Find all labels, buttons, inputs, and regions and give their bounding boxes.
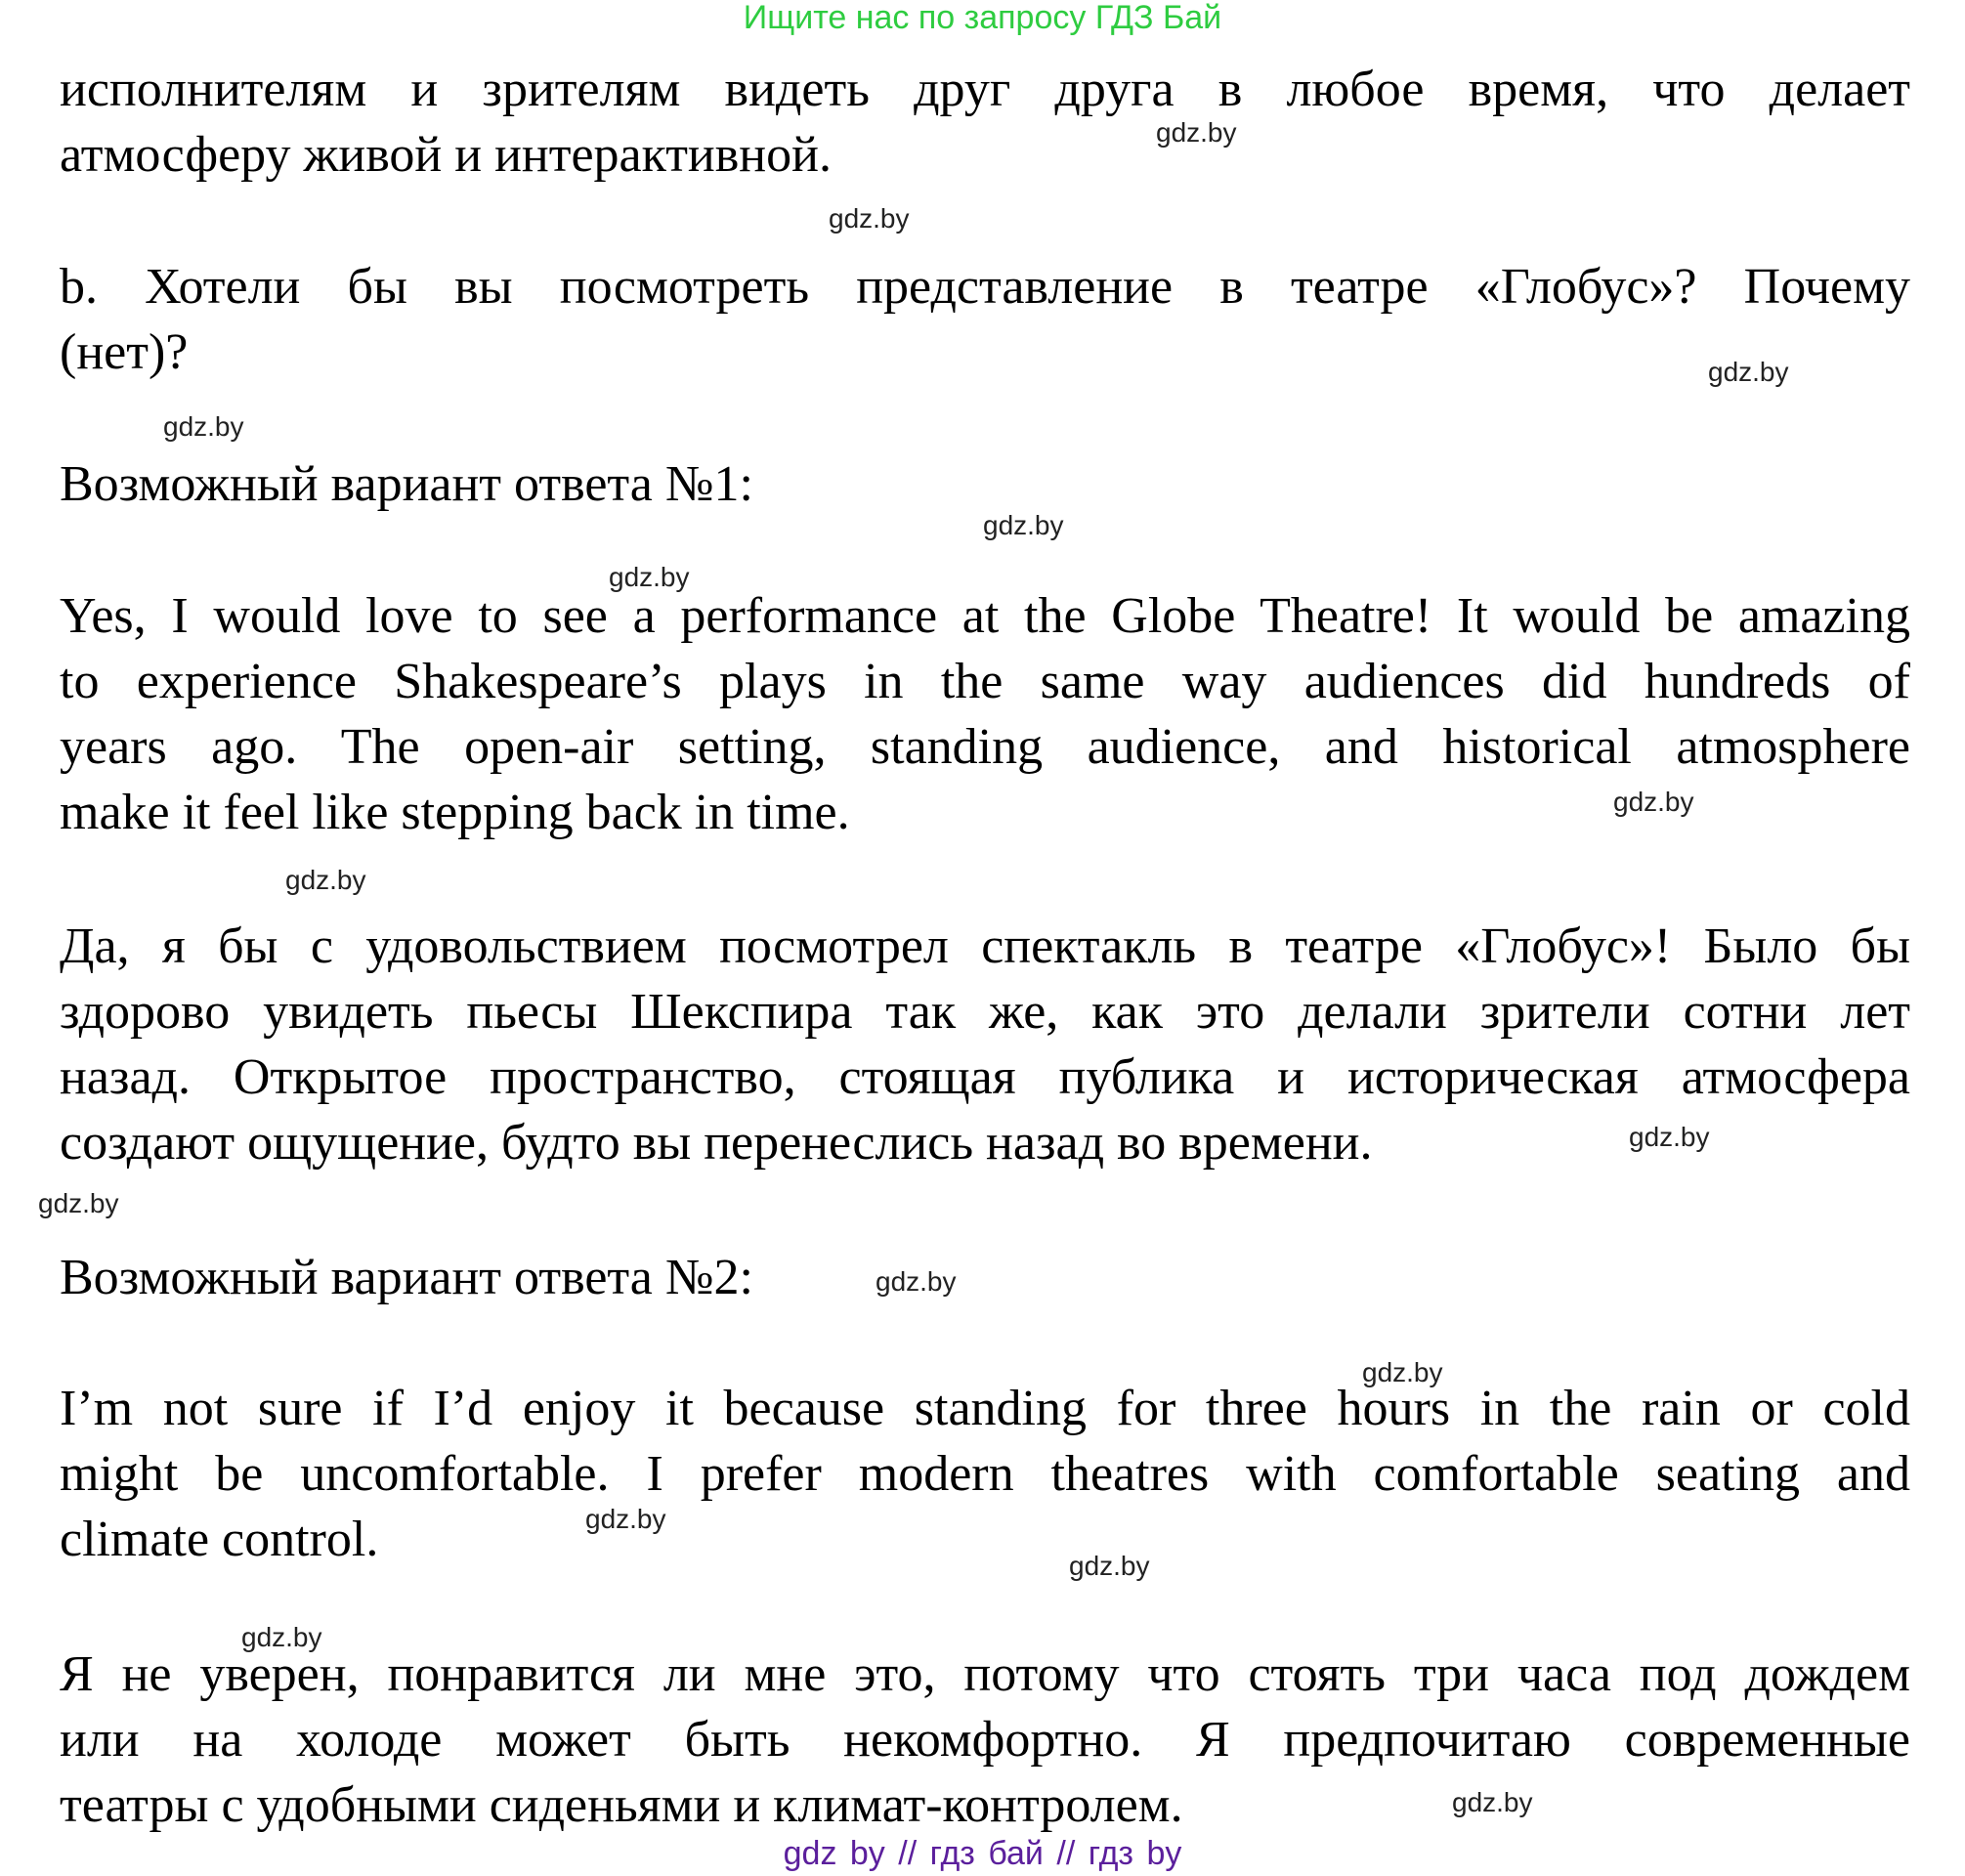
answer-variant-1-heading [60,451,1910,517]
watermark: gdz.by [1362,1357,1443,1387]
watermark: gdz.by [1069,1551,1150,1581]
answer-2-english [60,1376,1910,1572]
text-line: make it feel like stepping back in time. [60,785,850,840]
watermark: gdz.by [829,203,910,234]
text-line: создают ощущение, будто вы перенеслись назад во времени. [60,1115,1373,1171]
watermark: gdz.by [241,1622,322,1652]
watermark: gdz.by [38,1188,119,1218]
watermark: gdz.by [1629,1122,1710,1152]
text-line: to experience Shakespeare’s plays in the same way audiences did hundreds of [60,654,1910,709]
text-line: Возможный вариант ответа №2: [60,1250,753,1305]
text-line: Yes, I would love to see a performance at the Globe Theatre! It would be amazing [60,588,1910,644]
watermark: gdz.by [983,510,1064,540]
text-line: здорово увидеть пьесы Шекспира так же, как это делали зрители сотни лет [60,984,1910,1040]
watermark: gdz.by [609,562,690,592]
text-line: Я не уверен, понравится ли мне это, потому что стоять три часа под дождем [60,1646,1910,1702]
text-line: атмосферу живой и интерактивной. [60,127,832,183]
watermark: gdz.by [876,1266,957,1297]
watermark: gdz.by [1708,357,1789,387]
text-line: или на холоде может быть некомфортно. Я предпочитаю современные [60,1712,1910,1768]
paragraph-intro [60,57,1910,188]
watermark: gdz.by [163,411,244,442]
text-line: исполнителям и зрителям видеть друг друга в любое время, что делает [60,62,1910,117]
text-line: Да, я бы с удовольствием посмотрел спектакль в театре «Глобус»! Было бы [60,918,1910,974]
answer-2-russian [60,1642,1910,1838]
text-line: назад. Открытое пространство, стоящая публика и историческая атмосфера [60,1049,1910,1105]
text-line: (нет)? [60,324,189,380]
text-line: climate control. [60,1512,379,1567]
text-line: Возможный вариант ответа №1: [60,456,753,512]
watermark: gdz.by [1452,1787,1533,1817]
watermark: gdz.by [1156,117,1237,148]
answer-variant-2-heading [60,1245,1910,1310]
text-line: I’m not sure if I’d enjoy it because standing for three hours in the rain or cold [60,1381,1910,1436]
watermark: gdz.by [585,1504,666,1534]
search-hint-header: Ищите нас по запросу ГДЗ Бай [743,0,1222,36]
question-b [60,254,1910,385]
watermark: gdz.by [1613,787,1694,817]
text-line: театры с удобными сиденьями и климат-контролем. [60,1777,1183,1833]
watermark: gdz.by [285,865,366,895]
footer-links: gdz by // гдз бай // гдз by [783,1835,1182,1872]
text-line: might be uncomfortable. I prefer modern theatres with comfortable seating and [60,1446,1910,1502]
text-line: b. Хотели бы вы посмотреть представление в театре «Глобус»? Почему [60,259,1910,315]
text-line: years ago. The open-air setting, standing audience, and historical atmosphere [60,719,1910,775]
